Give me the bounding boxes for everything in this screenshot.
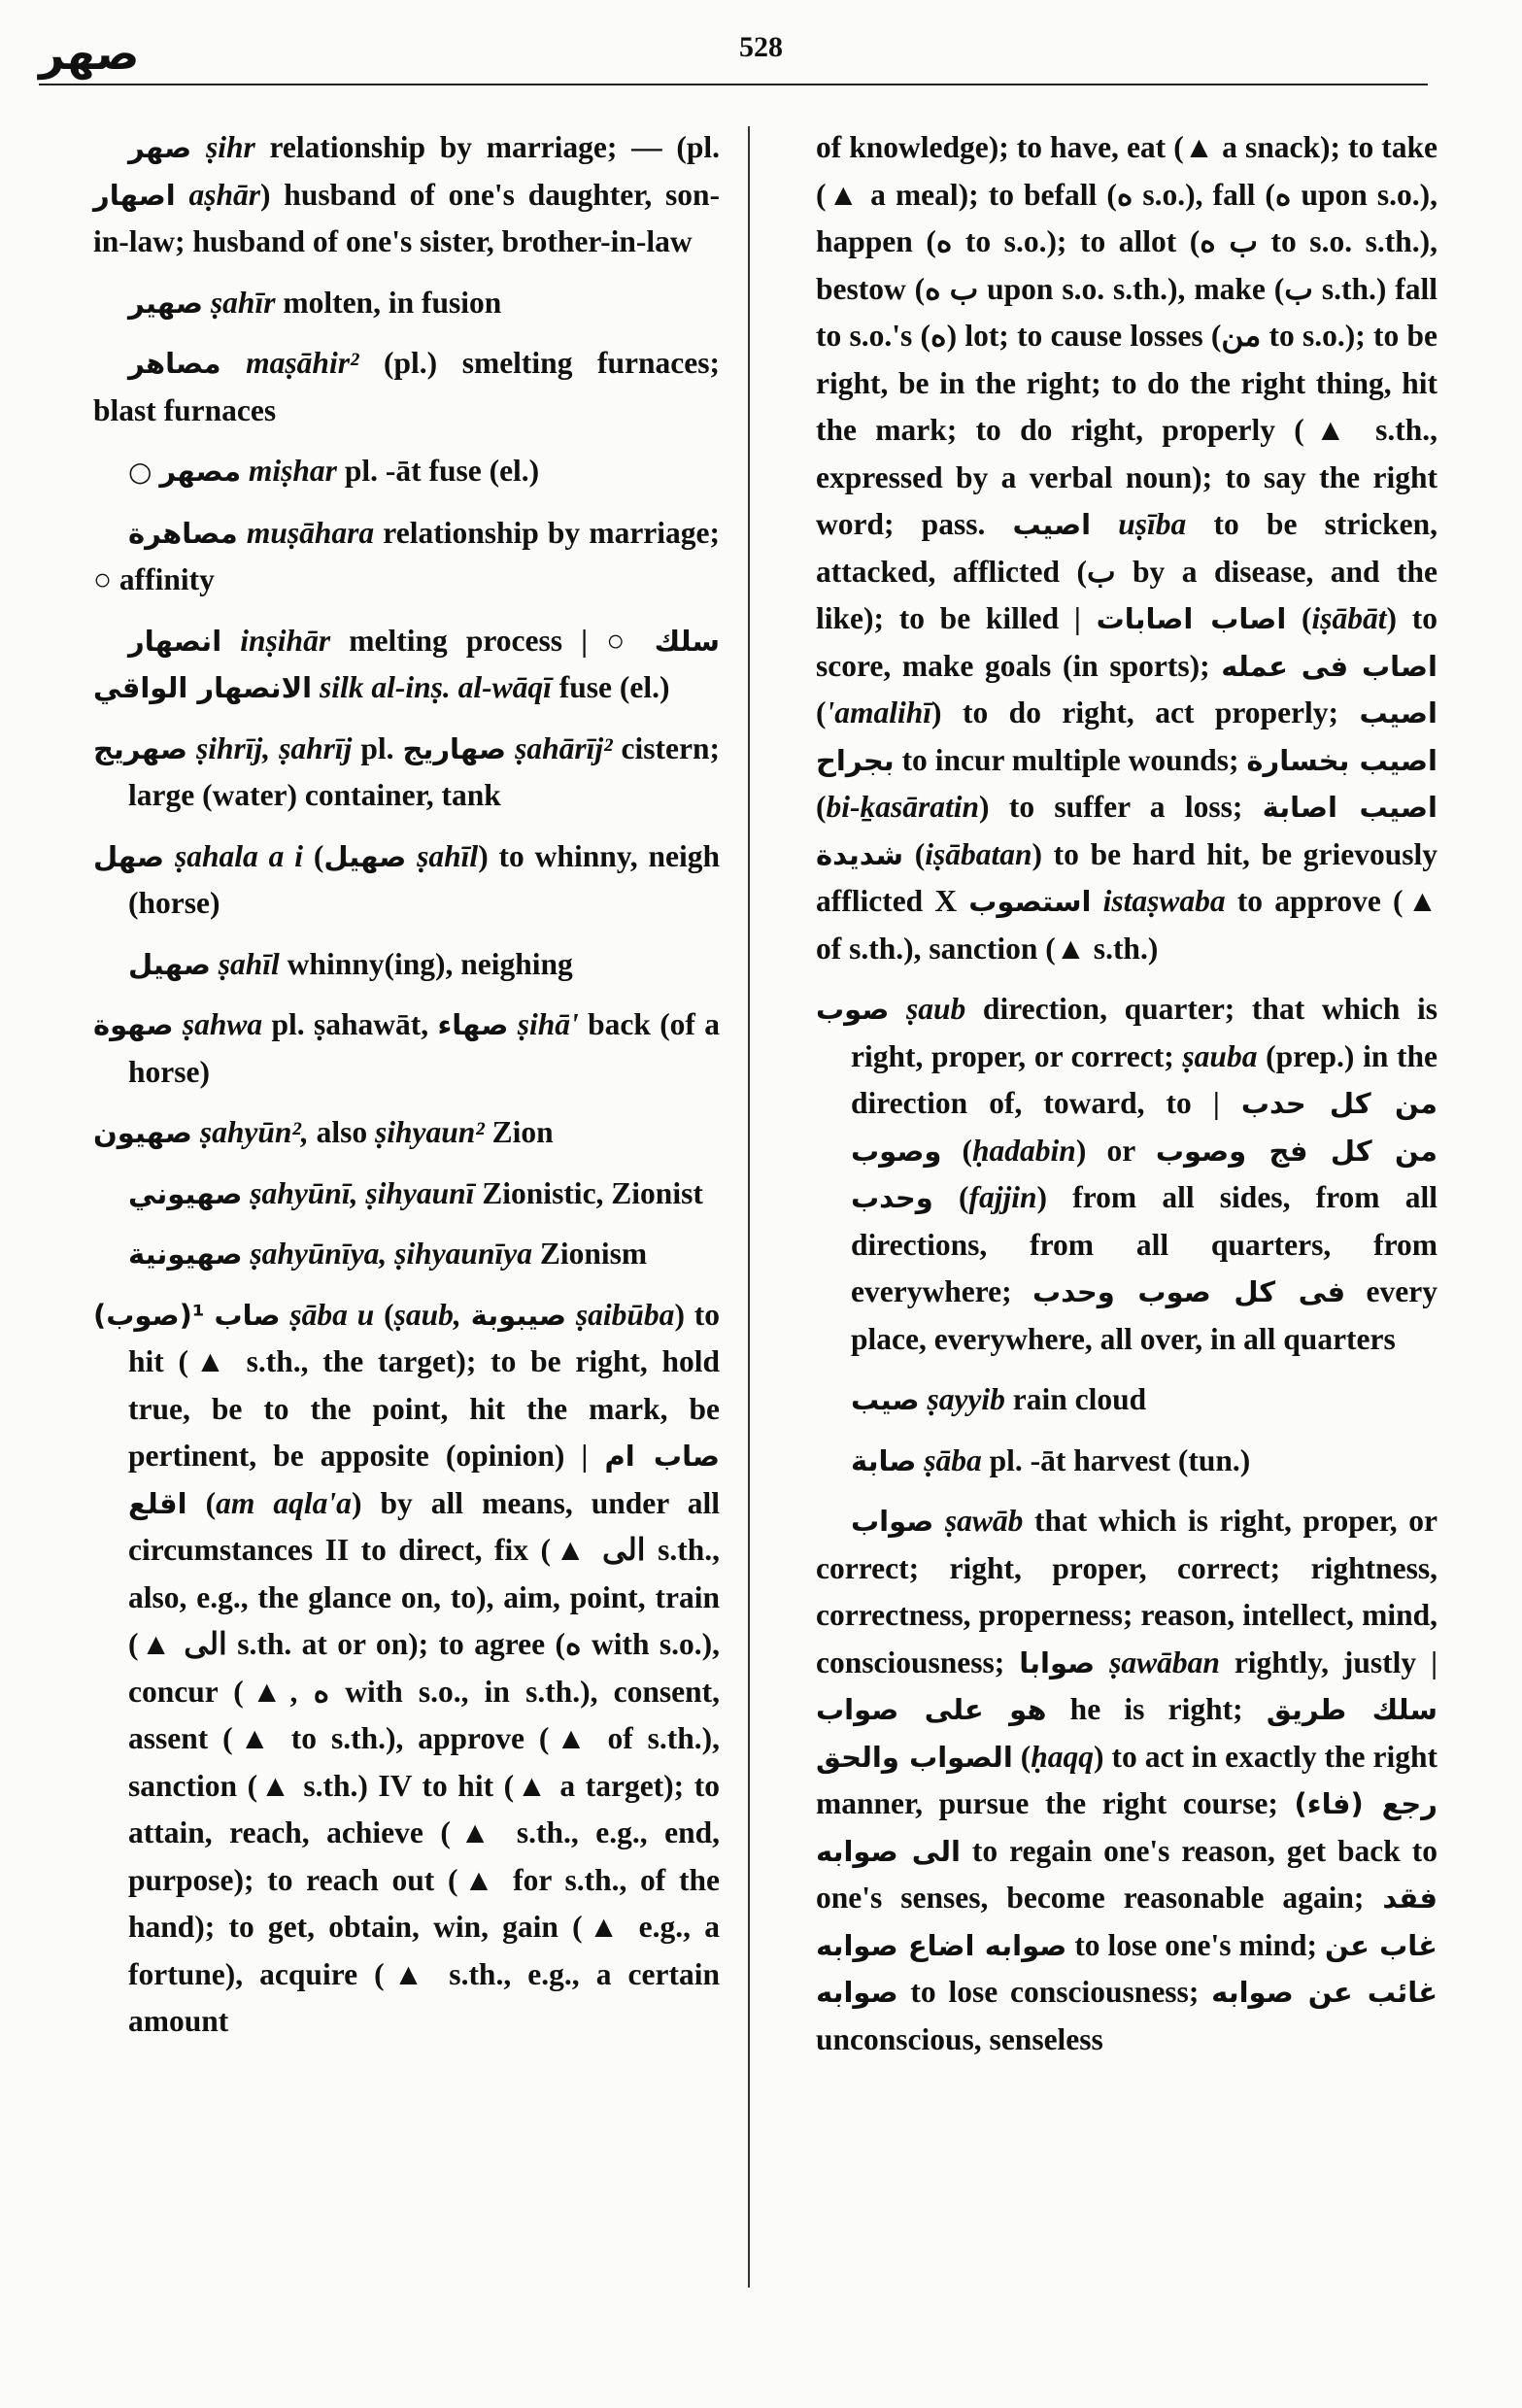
definition-text: or — [1086, 1133, 1156, 1168]
transliteration: iṣābatan — [925, 836, 1032, 871]
definition-text: pl. — [352, 730, 403, 765]
definition-text: relationship by marriage; ○ affinity — [93, 515, 720, 596]
definition-text: to approve (▲ of s.th.), sanction (▲ s.th.) — [816, 884, 1437, 966]
arabic-headword: صهر — [128, 131, 192, 164]
transliteration: aṣhār — [188, 177, 261, 212]
transliteration: ṣahārīj² — [515, 730, 613, 765]
entry-insihar — [93, 618, 720, 712]
definition-text: to do right, act properly; — [941, 695, 1360, 729]
arabic-headword: صهيل — [128, 947, 211, 981]
arabic-word: فقد صوابه اضاع صوابه — [816, 1882, 1437, 1962]
arabic-headword: صهل — [93, 839, 165, 873]
transliteration: ḥadabin — [972, 1133, 1076, 1168]
definition-text: to regain one's reason, get back to one's senses, become reasonable again; — [816, 1833, 1437, 1915]
definition-text: molten, in fusion — [275, 285, 502, 320]
definition-text: to suffer a loss; — [989, 790, 1263, 824]
definition-text: to score, make goals (in sports); — [816, 601, 1437, 683]
transliteration: ṣaibūba — [575, 1297, 675, 1332]
arabic-word: فى كل صوب وحدب — [1032, 1275, 1346, 1308]
transliteration: ṣahīr — [210, 285, 276, 320]
arabic-word: هو على صواب — [816, 1693, 1047, 1726]
arabic-word: صوابا — [1019, 1645, 1096, 1679]
definition-text: direction, quarter; that which is right, proper, or correct; — [851, 992, 1437, 1073]
transliteration: ṣahyūnīya, ṣihyaunīya — [250, 1237, 532, 1271]
definition-text: that which is right, proper, or correct; right, proper, correct; rightness, correctness, properness; reason, intellect, mind, consciousness; — [816, 1504, 1437, 1679]
header-rule — [39, 84, 1428, 85]
arabic-word: اصاب فى عمله — [1221, 649, 1437, 683]
entry-saub: صوب ṣaub direction, quarter; that which is right, proper, or correct; ṣauba (prep.) in the direction of, toward, to | من كل حدب وصوب (ḥadabin) or من كل فج وصوب وحدب (fajjin) from all sides, from all directions, from all quarters, from everywhere; فى كل صوب وحدب every place, everywhere, all over, in all quarters — [816, 992, 1438, 1356]
entry-sihrij — [93, 726, 720, 820]
entry-saba-harvest — [816, 1438, 1437, 1485]
definition-text: back (of a horse) — [128, 1007, 721, 1089]
definition-text: rain cloud — [1004, 1382, 1147, 1416]
arabic-headword: صهيون — [93, 1116, 192, 1149]
transliteration: uṣība — [1118, 507, 1187, 541]
definition-text: pl. ṣahawāt, — [262, 1007, 438, 1041]
definition-text: Zionism — [531, 1237, 648, 1271]
root-marker: ¹(صوب) — [93, 1298, 205, 1332]
transliteration: iṣābāt — [1311, 601, 1387, 635]
arabic-word: صاب ام اقلع — [128, 1440, 720, 1520]
transliteration: bi-ḵasāratin — [826, 790, 980, 824]
arabic-word: اصيب بخسارة — [1246, 743, 1437, 777]
transliteration: 'amalihī — [826, 695, 932, 729]
definition-text: to act in exactly the right manner, pursue the right course; — [816, 1739, 1437, 1820]
circle-symbol-icon: ○ — [128, 456, 152, 488]
transliteration: ṣahyūn², — [199, 1115, 309, 1149]
definition-text: ) husband of one's daughter, son-in-law; husband of one's sister, brother-in-law — [93, 177, 720, 258]
transliteration: ṣawāban — [1109, 1645, 1220, 1679]
entry-saba-continuation: of knowledge); to have, eat (▲ a snack); to take (▲ a meal); to befall (ه s.o.), fall (ه upon s.o.), happen (ه to s.o.); to allot (ب ه to s.o. s.th.), bestow (ب ه upon s.o. s.th.), make (ب s.th.) fall to s.o.'s (ه) lot; to cause losses (من to s.o.); to be right, be in the right; to do the right thing, hit the mark; to do right, properly (▲ s.th., expressed by a verbal noun); to say the right word; pass. اصيب uṣība to be stricken, attacked, afflicted (ب by a disease, and the like); to be killed | اصاب اصابات (iṣābāt) to score, make goals (in sports); اصاب فى عمله ('amalihī) to do right, act properly; اصيب بجراح to incur multiple wounds; اصيب بخسارة (bi-ḵasāratin) to suffer a loss; اصيب اصابة شديدة (iṣābatan) to be hard hit, be grievously afflicted X استصوب istaṣwaba to approve (▲ of s.th.), sanction (▲ s.th.) — [816, 130, 1438, 966]
entry-sahir — [93, 280, 720, 327]
transliteration: am aqla'a — [216, 1485, 352, 1520]
arabic-word: اصهار — [93, 178, 176, 212]
transliteration: ṣihyaun² — [374, 1115, 485, 1149]
arabic-headword: صاب — [214, 1298, 281, 1332]
arabic-headword: صهوة — [93, 1008, 174, 1041]
transliteration: ṣihā' — [517, 1007, 579, 1041]
entry-musahara — [93, 510, 720, 604]
definition-text: ) to whinny, neigh (horse) — [128, 838, 721, 920]
transliteration: maṣāhir² — [246, 346, 359, 380]
definition-text: Zionistic, Zionist — [474, 1175, 703, 1210]
arabic-headword: مصاهر — [128, 347, 221, 380]
arabic-word: غائب عن صوابه — [1211, 1976, 1437, 2009]
entry-saba: ¹(صوب) صاب ṣāba u (ṣaub, صيبوبة ṣaibūba) to hit (▲ s.th., the target); to be right, hold true, be to the point, hit the mark, be pertinent, be apposite (opinion) | صاب ام اقلع (am aqla'a) by all means, under all circumstances II to direct, fix (▲ الى s.th., also, e.g., the glance on, to), aim, point, train (▲ الى s.th. at or on); to agree (ه with s.o.), concur (▲, ه with s.o., in s.th.), consent, assent (▲ to s.th.), approve (▲ of s.th.), sanction (▲ s.th.) IV to hit (▲ a target); to attain, reach, achieve (▲ s.th., e.g., end, purpose); to reach out (▲ for s.th., of the hand); to get, obtain, win, gain (▲ e.g., a fortune), acquire (▲ s.th., e.g., a certain amount — [93, 1297, 721, 2038]
arabic-word: استصوب — [968, 885, 1092, 918]
arabic-word: اصيب اصابة شديدة — [816, 791, 1437, 871]
definition-text: melting process | ○ — [330, 623, 655, 658]
transliteration: istaṣwaba — [1102, 884, 1226, 918]
transliteration: silk al-inṣ. al-wāqī — [319, 670, 552, 704]
definition-text: (pl.) smelting furnaces; blast furnaces — [93, 346, 720, 427]
definition-text: to lose one's mind; — [1066, 1927, 1326, 1962]
arabic-word: من كل فج وصوب وحدب — [851, 1134, 1437, 1214]
transliteration: muṣāhara — [246, 515, 375, 550]
transliteration: ṣaub — [906, 992, 966, 1026]
transliteration: ṣahwa — [182, 1007, 263, 1041]
definition-text: rightly, justly | — [1219, 1645, 1438, 1679]
entry-sahala — [93, 833, 720, 928]
arabic-headword: صهير — [128, 286, 204, 320]
arabic-word: من كل حدب وصوب — [851, 1087, 1437, 1168]
entry-sahyuniya — [93, 1231, 720, 1278]
definition-text: to lose consciousness; — [897, 1975, 1212, 2009]
entry-sihr — [93, 124, 720, 266]
transliteration: miṣhar — [248, 454, 337, 488]
arabic-word: اصيب بجراح — [816, 696, 1437, 777]
transliteration: ṣaub, — [393, 1297, 461, 1332]
arabic-headword: انصهار — [128, 624, 222, 658]
entry-sayyib — [816, 1376, 1437, 1424]
definition-text: of knowledge); to have, eat (▲ a snack); to take (▲ a meal); to befall (ه s.o.), fall (ه upon s.o.), happen (ه to s.o.); to allot (ب ه to s.o. s.th.), bestow (ب ه upon s.o. s.th.), make (ب s.th.) fall to s.o.'s (ه) lot; to cause losses (من to s.o.); to be right, be in the right; to do the right thing, hit the mark; to do right, properly (▲ s.th., expressed by a verbal noun); to say the right word; pass. — [816, 130, 1438, 541]
transliteration: ṣihrīj, ṣahrīj — [195, 730, 353, 765]
arabic-headword: صابة — [851, 1443, 917, 1477]
arabic-word: صهيل — [323, 839, 407, 873]
arabic-headword: صهريج — [93, 731, 187, 765]
arabic-word: صهاء — [437, 1008, 509, 1041]
arabic-word: رجع (فاء) الى صوابه — [816, 1787, 1437, 1868]
definition-text: to be hard hit, be grievously afflicted X — [816, 836, 1437, 918]
definition-text: he is right; — [1046, 1692, 1267, 1726]
definition-text: to incur multiple wounds; — [894, 742, 1247, 777]
transliteration: inṣihār — [240, 623, 331, 658]
arabic-word: اصيب — [1012, 508, 1092, 541]
arabic-headword: صوب — [816, 993, 890, 1026]
transliteration: ṣawāb — [944, 1504, 1024, 1538]
transliteration: ṣayyib — [927, 1382, 1005, 1416]
entry-sahyuni — [93, 1170, 720, 1218]
definition-text: relationship by marriage; — (pl. — [254, 130, 720, 164]
definition-text: ( — [374, 1297, 394, 1332]
arabic-word: اصاب اصابات — [1096, 602, 1287, 635]
entry-sawab: صواب ṣawāb that which is right, proper, or correct; right, proper, correct; rightness, correctness, properness; reason, intellect, mind, consciousness; صوابا ṣawāban rightly, justly | هو على صواب he is right; سلك طريق الصواب والحق (ḥaqq) to act in exactly the right manner, pursue the right course; رجع (فاء) الى صوابه to regain one's reason, get back to one's senses, become reasonable again; فقد صوابه اضاع صوابه to lose one's mind; غاب عن صوابه to lose consciousness; غائب عن صوابه unconscious, senseless — [816, 1504, 1438, 2056]
definition-text: to be stricken, attacked, afflicted (ب by a disease, and the like); to be killed | — [816, 507, 1437, 635]
entry-mishar — [93, 448, 720, 496]
left-column — [93, 124, 720, 2059]
page-number: 528 — [739, 31, 783, 63]
transliteration: ṣāba — [924, 1442, 982, 1477]
arabic-word: صهاريج — [402, 731, 507, 765]
arabic-headword: صهيوني — [128, 1176, 243, 1210]
definition-text: ) to hit (▲ s.th., the target); to be right, hold true, be to the point, hit the mark, be pertinent, be apposite (opinion) | — [128, 1297, 721, 1473]
definition-text: Zion — [484, 1115, 554, 1149]
transliteration: ṣahīl — [417, 838, 479, 873]
transliteration: ṣāba u — [289, 1297, 375, 1332]
column-divider — [748, 126, 750, 2288]
entry-sahwa — [93, 1001, 720, 1096]
entry-sahil — [93, 941, 720, 989]
definition-text: pl. -āt harvest (tun.) — [981, 1442, 1251, 1477]
definition-text: (prep.) in the direction of, toward, to | — [851, 1038, 1438, 1120]
transliteration: fajjin — [968, 1180, 1037, 1214]
definition-text: from all sides, from all directions, from all quarters, from everywhere; — [851, 1180, 1437, 1308]
definition-text: whinny(ing), neighing — [279, 946, 573, 981]
arabic-headword: مصهر — [159, 455, 242, 488]
entry-sahyun — [93, 1109, 720, 1157]
definition-text: also — [308, 1115, 375, 1149]
arabic-headword: مصاهرة — [128, 516, 238, 550]
running-head-arabic: صهر — [39, 27, 140, 80]
entry-masahir — [93, 340, 720, 434]
definition-text: unconscious, senseless — [816, 2021, 1103, 2056]
definition-text: every place, everywhere, all over, in all quarters — [851, 1274, 1437, 1356]
right-column — [816, 124, 1437, 2077]
transliteration: ṣihr — [205, 130, 255, 164]
transliteration: ṣahala a i — [174, 838, 303, 873]
definition-text: pl. -āt fuse (el.) — [336, 454, 540, 488]
arabic-word: صيبوبة — [470, 1298, 567, 1332]
definition-text: fuse (el.) — [551, 670, 670, 704]
definition-text: by all means, under all circumstances II to direct, fix (▲ الى s.th., also, e.g., the glance on, to), aim, point, train (▲ الى s.th. at or on); to agree (ه with s.o.), concur (▲, ه with s.o., in s.th.), consent, assent (▲ to s.th.), approve (▲ of s.th.), sanction (▲ s.th.) IV to hit (▲ a target); to attain, reach, achieve (▲ s.th., e.g., end, purpose); to reach out (▲ for s.th., of the hand); to get, obtain, win, gain (▲ e.g., a fortune), acquire (▲ s.th., e.g., a certain amount — [128, 1485, 721, 2038]
arabic-word: سلك طريق الصواب والحق — [816, 1693, 1437, 1774]
arabic-headword: صيب — [851, 1383, 920, 1416]
arabic-word: سلك الانصهار الواقي — [93, 624, 721, 704]
transliteration: ḥaqq — [1031, 1739, 1095, 1774]
transliteration: ṣahyūnī, ṣihyaunī — [250, 1175, 475, 1210]
definition-text: ( — [303, 838, 324, 873]
arabic-word: غاب عن صوابه — [816, 1928, 1437, 2009]
transliteration: ṣauba — [1182, 1038, 1258, 1073]
transliteration: ṣahīl — [218, 946, 280, 981]
definition-text: cistern; large (water) container, tank — [128, 730, 720, 812]
arabic-headword: صواب — [851, 1505, 934, 1538]
arabic-headword: صهيونية — [128, 1238, 243, 1271]
